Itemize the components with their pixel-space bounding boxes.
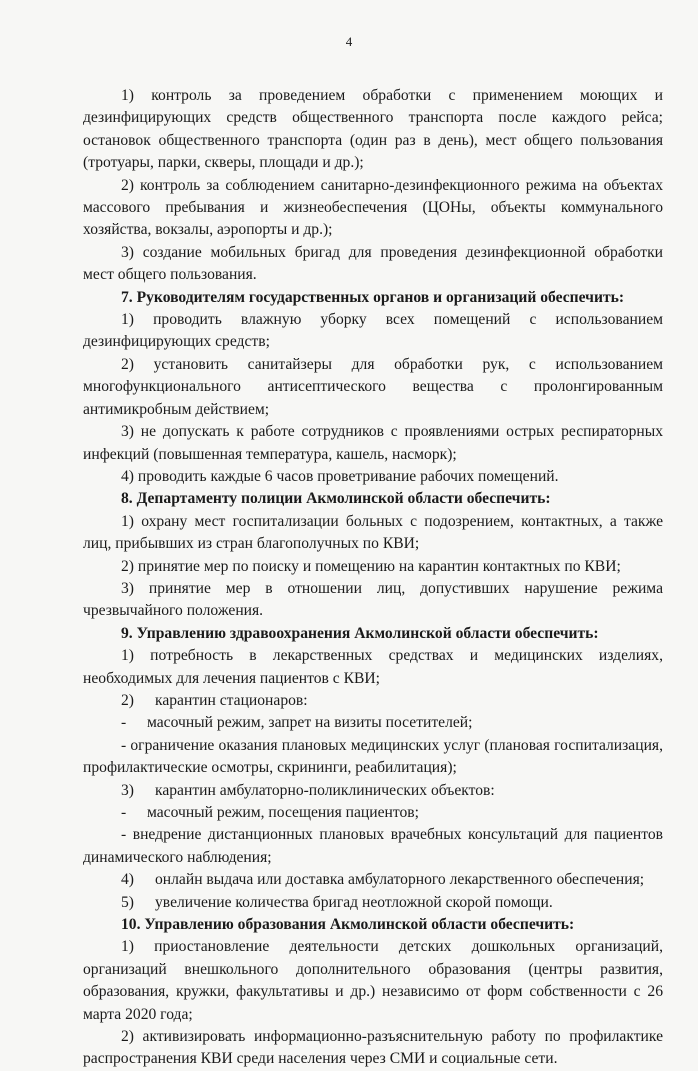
- section-heading: 8. Департаменту полиции Акмолинской области обеспечить:: [121, 490, 551, 508]
- dash-text: масочный режим, посещения пациентов;: [147, 804, 419, 821]
- paragraph: 1) приостановление деятельности детских дошкольных организаций, организаций внешкольного дополнительного образования (центры развития, образования, кружки, факультативы и др.) независимо от форм собственности с 26 марта 2020 года;: [83, 938, 663, 1023]
- paragraph: 3) не допускать к работе сотрудников с проявлениями острых респираторных инфекций (повышенная температура, кашель, насморк);: [83, 423, 663, 463]
- numbered-item: [83, 892, 663, 914]
- paragraph: 1) охрану мест госпитализации больных с подозрением, контактных, а также лиц, прибывших из стран благополучных по КВИ;: [83, 512, 663, 553]
- page-number: 4: [345, 34, 353, 49]
- item-number: 2): [121, 691, 134, 709]
- paragraph: 2) контроль за соблюдением санитарно-дезинфекционного режима на объектах массового пребывания и жизнеобеспечения (ЦОНы, объекты коммунального хозяйства, вокзалы, аэропорты и др.);: [83, 176, 663, 239]
- paragraph: 4) проводить каждые 6 часов проветривание рабочих помещений.: [121, 467, 559, 485]
- item-number: 5): [121, 893, 134, 911]
- numbered-item: [83, 690, 663, 712]
- dash-text: масочный режим, запрет на визиты посетителей;: [147, 714, 473, 732]
- item-text: онлайн выдача или доставка амбулаторного лекарственного обеспечения;: [155, 871, 645, 889]
- dash-item: [83, 712, 663, 734]
- paragraph: 3) создание мобильных бригад для проведения дезинфекционной обработки мест общего пользования.: [83, 243, 663, 284]
- item-text: карантин амбулаторно-поликлинических объектов:: [155, 781, 495, 799]
- item-number: 4): [121, 871, 134, 889]
- paragraph: - внедрение дистанционных плановых врачебных консультаций для пациентов динамического наблюдения;: [83, 826, 663, 866]
- document-body: [83, 85, 663, 1071]
- dash-item: [83, 802, 663, 824]
- paragraph: 3) принятие мер в отношении лиц, допустивших нарушение режима чрезвычайного положения.: [83, 579, 663, 620]
- item-text: карантин стационаров:: [155, 691, 308, 709]
- dash-marker: -: [121, 804, 127, 821]
- section-heading: 10. Управлению образования Акмолинской области обеспечить:: [121, 916, 575, 934]
- numbered-item: [83, 780, 663, 802]
- dash-marker: -: [121, 714, 127, 732]
- paragraph: - ограничение оказания плановых медицинских услуг (плановая госпитализация, профилактические осмотры, скрининги, реабилитация);: [83, 736, 663, 777]
- paragraph: 2) принятие мер по поиску и помещению на карантин контактных по КВИ;: [121, 557, 621, 575]
- paragraph: 1) потребность в лекарственных средствах и медицинских изделиях, необходимых для лечения пациентов с КВИ;: [83, 647, 663, 687]
- paragraph: 1) контроль за проведением обработки с применением моющих и дезинфицирующих средств общественного транспорта после каждого рейса; остановок общественного транспорта (один раз в день), мест общего пользования (тротуары, парки, скверы, площади и др.);: [83, 87, 663, 172]
- item-number: 3): [121, 781, 134, 799]
- paragraph: 2) активизировать информационно-разъяснительную работу по профилактике распространения КВИ среди населения через СМИ и социальные сети.: [83, 1028, 663, 1068]
- section-heading: 7. Руководителям государственных органов и организаций обеспечить:: [121, 288, 625, 306]
- item-text: увеличение количества бригад неотложной скорой помощи.: [155, 893, 553, 911]
- numbered-item: [83, 869, 663, 891]
- paragraph: 1) проводить влажную уборку всех помещений с использованием дезинфицирующих средств;: [83, 311, 663, 351]
- section-heading: 9. Управлению здравоохранения Акмолинской области обеспечить:: [121, 624, 599, 642]
- paragraph: 2) установить санитайзеры для обработки рук, с использованием многофункционального антисептического вещества с пролонгированным антимикробным действием;: [83, 355, 663, 418]
